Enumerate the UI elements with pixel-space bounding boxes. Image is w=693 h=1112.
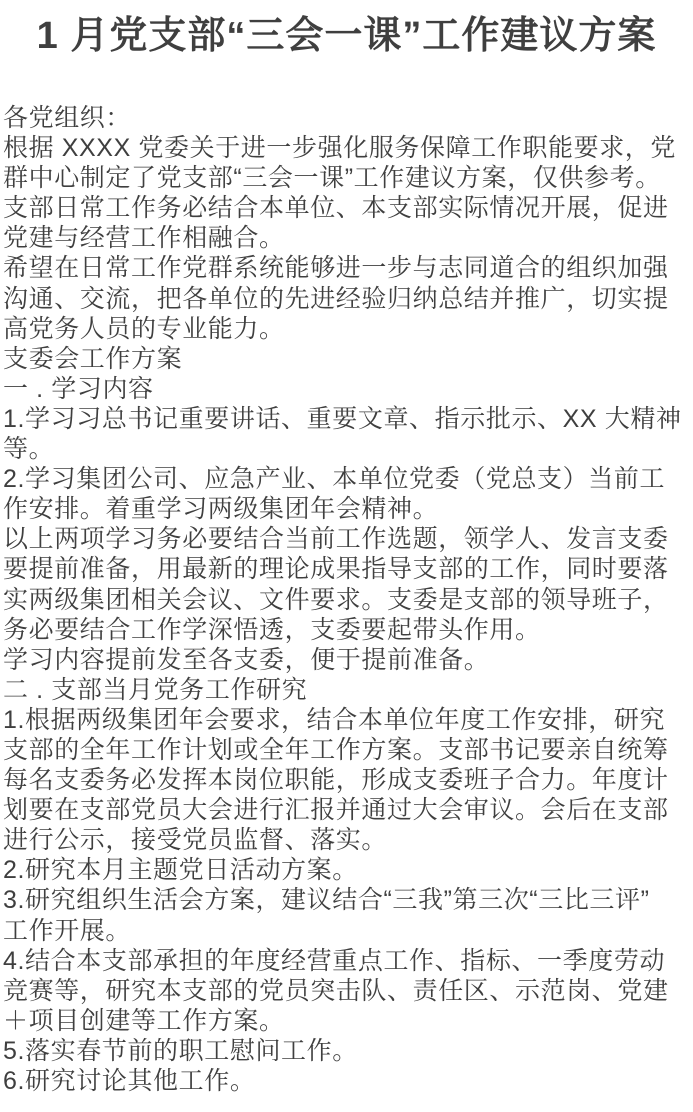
body-line: 1.学习习总书记重要讲话、重要文章、指示批示、XX 大精神 bbox=[3, 404, 682, 433]
body-line: 等。 bbox=[3, 435, 55, 464]
body-line: ＋项目创建等工作方案。 bbox=[3, 1006, 285, 1035]
body-line: 群中心制定了党支部“三会一课”工作建议方案，仅供参考。 bbox=[3, 164, 661, 193]
body-line: 学习内容提前发至各支委，便于提前准备。 bbox=[3, 645, 490, 674]
body-line: 党建与经营工作相融合。 bbox=[3, 224, 285, 253]
body-line: 支部的全年工作计划或全年工作方案。支部书记要亲自统筹 bbox=[3, 735, 669, 764]
body-line: 工作开展。 bbox=[3, 916, 132, 945]
body-line: 二 . 支部当月党务工作研究 bbox=[3, 675, 308, 704]
document-title: 1 月党支部“三会一课”工作建议方案 bbox=[36, 15, 657, 57]
body-line: 进行公示，接受党员监督、落实。 bbox=[3, 826, 388, 855]
body-line: 高党务人员的专业能力。 bbox=[3, 314, 285, 343]
body-line: 实两级集团相关会议、文件要求。支委是支部的领导班子， bbox=[3, 585, 669, 614]
body-line: 希望在日常工作党群系统能够进一步与志同道合的组织加强 bbox=[3, 254, 669, 283]
body-line: 5.落实春节前的职工慰问工作。 bbox=[3, 1036, 358, 1065]
body-line: 3.研究组织生活会方案，建议结合“三我”第三次“三比三评” bbox=[3, 886, 650, 915]
body-line: 以上两项学习务必要结合当前工作选题，领学人、发言支委 bbox=[3, 525, 669, 554]
body-line: 务必要结合工作学深悟透，支委要起带头作用。 bbox=[3, 615, 541, 644]
body-line: 2.学习集团公司、应急产业、本单位党委（党总支）当前工 bbox=[3, 465, 666, 494]
document-body bbox=[0, 103, 693, 1096]
body-line: 6.研究讨论其他工作。 bbox=[3, 1067, 256, 1095]
document-page bbox=[0, 15, 693, 1112]
body-line: 根据 XXXX 党委关于进一步强化服务保障工作职能要求，党 bbox=[3, 134, 676, 163]
body-line: 支部日常工作务必结合本单位、本支部实际情况开展，促进 bbox=[3, 194, 669, 223]
body-line: 要提前准备，用最新的理论成果指导支部的工作，同时要落 bbox=[3, 555, 669, 584]
body-line: 每名支委务必发挥本岗位职能，形成支委班子合力。年度计 bbox=[3, 766, 669, 795]
body-line: 各党组织： bbox=[3, 104, 132, 132]
body-line: 竞赛等，研究本支部的党员突击队、责任区、示范岗、党建 bbox=[3, 976, 669, 1005]
body-line: 2.研究本月主题党日活动方案。 bbox=[3, 856, 358, 885]
body-line: 划要在支部党员大会进行汇报并通过大会审议。会后在支部 bbox=[3, 796, 669, 825]
body-line: 1.根据两级集团年会要求，结合本单位年度工作安排，研究 bbox=[3, 705, 666, 734]
body-line: 支委会工作方案 bbox=[3, 344, 183, 373]
body-line: 4.结合本支部承担的年度经营重点工作、指标、一季度劳动 bbox=[3, 946, 666, 975]
body-line: 沟通、交流，把各单位的先进经验归纳总结并推广，切实提 bbox=[3, 284, 669, 313]
body-line: 作安排。着重学习两级集团年会精神。 bbox=[3, 495, 439, 524]
body-line: 一 . 学习内容 bbox=[3, 374, 154, 403]
